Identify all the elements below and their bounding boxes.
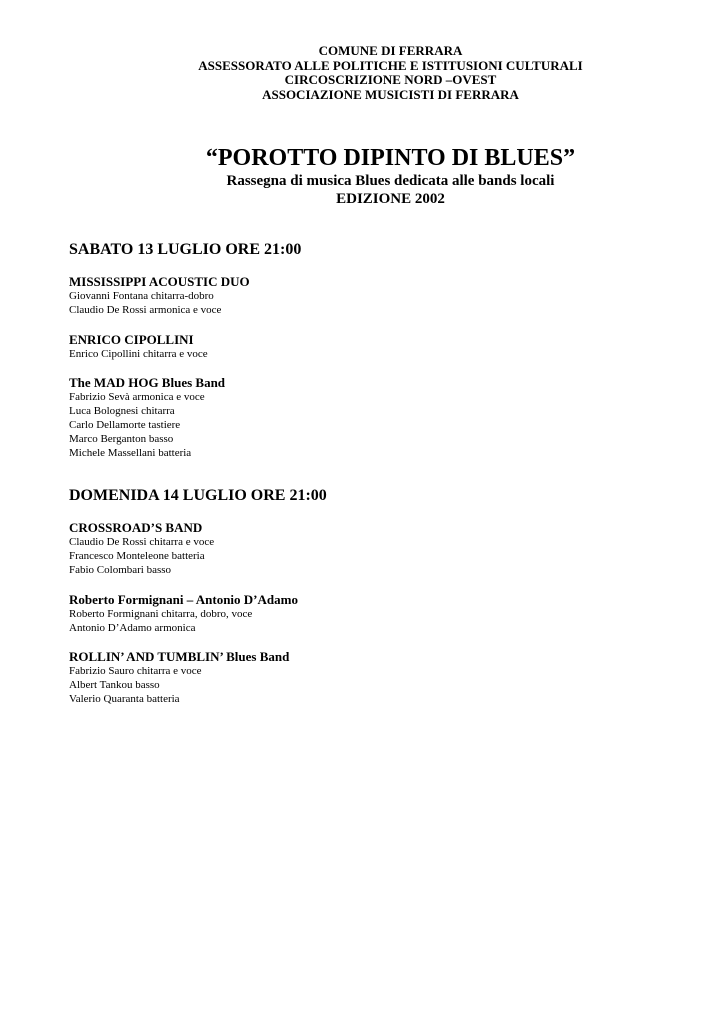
- band-crossroads: [69, 520, 689, 577]
- band-member: Luca Bolognesi chitarra: [69, 405, 175, 418]
- band-member: Marco Berganton basso: [69, 432, 174, 445]
- band-member: Fabio Colombari basso: [69, 563, 172, 576]
- organizer-header: [28, 44, 725, 102]
- band-member: Michele Massellani batteria: [69, 446, 192, 459]
- band-member: Antonio D’Adamo armonica: [69, 621, 196, 634]
- band-name: The MAD HOG Blues Band: [69, 375, 226, 391]
- band-member: Claudio De Rossi chitarra e voce: [69, 536, 215, 549]
- band-formignani-dadamo: [69, 592, 689, 636]
- event-title-block: [28, 144, 725, 208]
- event-title: “POROTTO DIPINTO DI BLUES”: [205, 145, 576, 171]
- band-member: Giovanni Fontana chitarra-dobro: [69, 290, 214, 302]
- band-name: Roberto Formignani – Antonio D’Adamo: [69, 591, 298, 607]
- day-saturday: [69, 240, 689, 460]
- header-line-association: ASSOCIAZIONE MUSICISTI DI FERRARA: [262, 86, 519, 102]
- band-member: Fabrizio Sevà armonica e voce: [69, 391, 205, 404]
- band-name: CROSSROAD’S BAND: [69, 520, 203, 536]
- band-member: Francesco Monteleone batteria: [69, 550, 205, 563]
- band-mad-hog: [69, 375, 689, 460]
- header-line-municipality: COMUNE DI FERRARA: [318, 43, 463, 58]
- band-name: MISSISSIPPI ACOUSTIC DUO: [69, 274, 250, 289]
- band-member: Fabrizio Sauro chitarra e voce: [69, 665, 202, 678]
- day-heading: SABATO 13 LUGLIO ORE 21:00: [69, 241, 302, 258]
- band-member: Roberto Formignani chitarra, dobro, voce: [69, 607, 253, 620]
- band-name: ROLLIN’ AND TUMBLIN’ Blues Band: [69, 649, 290, 665]
- day-heading: DOMENIDA 14 LUGLIO ORE 21:00: [69, 487, 327, 505]
- event-edition: EDIZIONE 2002: [336, 191, 445, 207]
- header-line-department: ASSESSORATO ALLE POLITICHE E ISTITUSIONI CULTURALI: [198, 57, 583, 73]
- event-subtitle: Rassegna di musica Blues dedicata alle bands locali: [226, 173, 555, 189]
- band-mississippi-acoustic-duo: [69, 274, 689, 318]
- band-member: Valerio Quaranta batteria: [69, 692, 180, 705]
- band-member: Enrico Cipollini chitarra e voce: [69, 347, 208, 360]
- band-member: Albert Tankou basso: [69, 679, 160, 692]
- header-line-district: CIRCOSCRIZIONE NORD –OVEST: [284, 72, 497, 87]
- band-member: Claudio De Rossi armonica e voce: [69, 303, 222, 316]
- band-member: Carlo Dellamorte tastiere: [69, 418, 181, 431]
- band-rollin-and-tumblin: [69, 649, 689, 706]
- day-sunday: [69, 486, 689, 706]
- band-enrico-cipollini: [69, 332, 689, 362]
- band-name: ENRICO CIPOLLINI: [69, 331, 194, 347]
- program-content: [69, 240, 689, 721]
